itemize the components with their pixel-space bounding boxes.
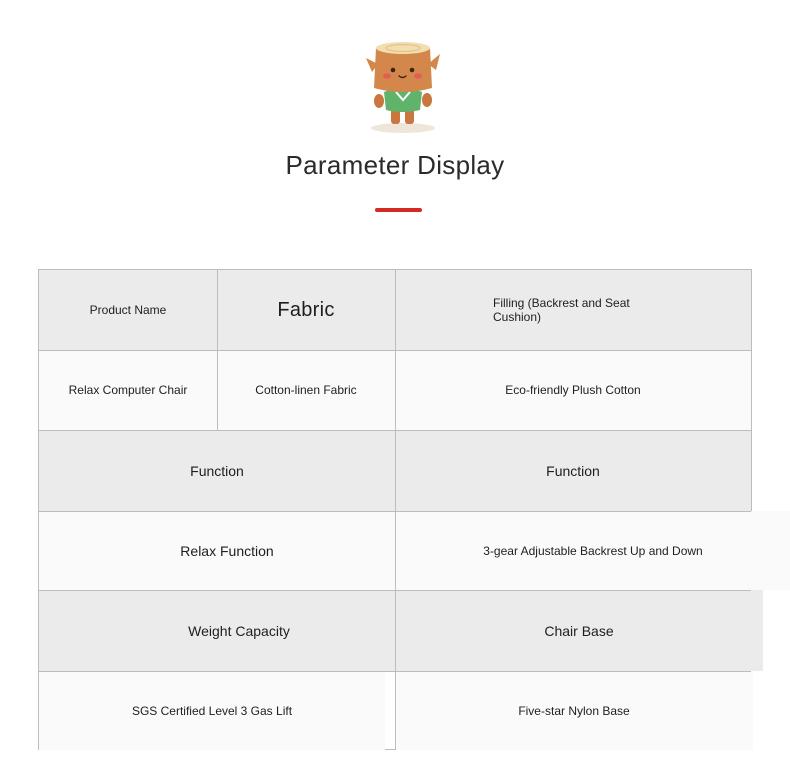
column-divider <box>217 270 218 430</box>
chair-base-value: Five-star Nylon Base <box>518 703 630 718</box>
fabric-value: Cotton-linen Fabric <box>255 383 357 397</box>
cell-chair-base-label <box>395 590 763 671</box>
cell-product-name-label <box>39 270 217 350</box>
filling-value: Eco-friendly Plush Cotton <box>505 383 641 397</box>
function-label-right: Function <box>546 462 600 479</box>
cell-function-label-right <box>395 430 751 511</box>
chair-base-label: Chair Base <box>544 622 614 639</box>
title-underline-accent <box>375 208 422 212</box>
cell-fabric-value <box>217 350 395 430</box>
cell-backrest-adjust <box>395 511 790 590</box>
function-label-left: Function <box>190 462 244 479</box>
function-value-right: 3-gear Adjustable Backrest Up and Down <box>483 543 703 558</box>
tree-stump-mascot-icon <box>360 34 446 134</box>
weight-capacity-label: Weight Capacity <box>188 622 290 639</box>
cell-nylon-base <box>395 671 753 750</box>
product-name-value: Relax Computer Chair <box>68 383 188 397</box>
cell-product-name-value <box>39 350 217 430</box>
column-divider <box>395 270 396 750</box>
fabric-label: Fabric <box>277 298 335 321</box>
cell-relax-function <box>39 511 415 590</box>
weight-capacity-value: SGS Certified Level 3 Gas Lift <box>131 703 293 718</box>
cell-filling-label <box>395 270 751 350</box>
parameter-table <box>38 269 752 750</box>
cell-weight-capacity-label <box>39 590 439 671</box>
product-name-label: Product Name <box>89 303 167 317</box>
cell-gas-lift <box>39 671 385 750</box>
cell-fabric-label <box>217 270 395 350</box>
filling-label: Filling (Backrest and Seat Cushion) <box>493 296 630 324</box>
function-value-left: Relax Function <box>180 542 274 559</box>
cell-filling-value <box>395 350 751 430</box>
cell-function-label-left <box>39 430 395 511</box>
page-title: Parameter Display <box>285 150 505 180</box>
